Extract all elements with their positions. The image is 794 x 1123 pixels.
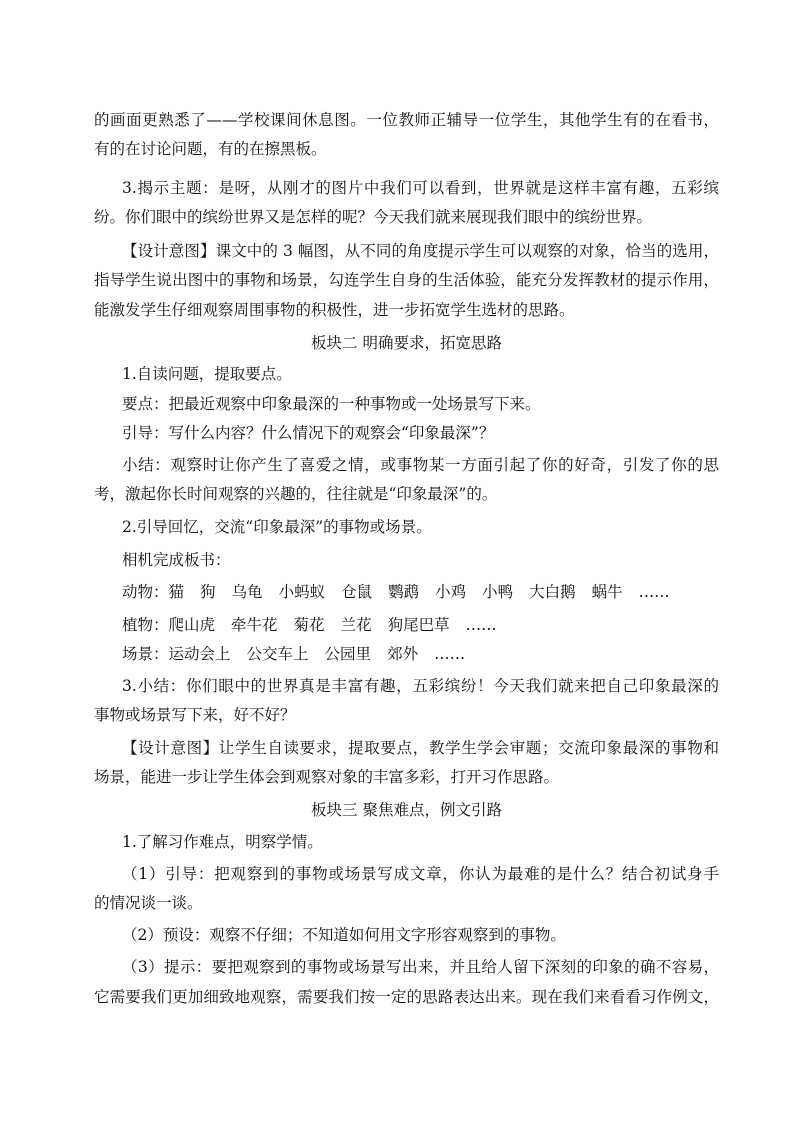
board-item: 公园里: [324, 645, 372, 663]
text-line: 纷。你们眼中的缤纷世界又是怎样的呢？今天我们就来展现我们眼中的缤纷世界。: [94, 208, 653, 226]
text-line: 2.引导回忆，交流“印象最深”的事物或场景。: [122, 518, 432, 536]
board-item: 仓鼠: [341, 583, 373, 601]
board-category-label: 植物：: [122, 616, 169, 634]
board-item: 大白鹅: [529, 583, 576, 601]
board-item: ……: [434, 645, 466, 663]
section-heading: 板块三 聚焦难点，例文引路: [311, 801, 502, 819]
text-line: 1.自读问题，提取要点。: [122, 365, 292, 383]
text-line: 1.了解习作难点，明察学情。: [122, 833, 323, 851]
board-item: 小蚂蚁: [278, 583, 326, 601]
board-item: 爬山虎: [168, 616, 216, 634]
board-item: 蜗牛: [591, 583, 623, 601]
board-item: 小鸡: [435, 583, 467, 601]
text-line: 3.小结：你们眼中的世界真是丰富有趣，五彩缤纷！今天我们就来把自己印象最深的: [122, 677, 719, 695]
text-line: 要点：把最近观察中印象最深的一种事物或一处场景写下来。: [122, 395, 541, 413]
text-line: 能激发学生仔细观察周围事物的积极性，进一步拓宽学生选材的思路。: [94, 301, 575, 319]
text-line: 它需要我们更加细致地观察，需要我们按一定的思路表达出来。现在我们来看看习作例文，: [94, 988, 719, 1006]
text-line: 的画面更熟悉了——学校课间休息图。一位教师正辅导一位学生，其他学生有的在看书，: [94, 111, 719, 129]
board-item: 狗: [200, 583, 216, 601]
text-line: 指导学生说出图中的事物和场景，勾连学生自身的生活体验，能充分发挥教材的提示作用，: [94, 271, 719, 289]
text-line: 事物或场景写下来，好不好？: [94, 706, 296, 724]
board-item: 菊花: [293, 616, 325, 634]
text-line: （2）预设：观察不仔细；不知道如何用文字形容观察到的事物。: [122, 926, 566, 944]
board-item: 郊外: [387, 645, 419, 663]
board-item: ……: [638, 583, 670, 601]
text-line: （3）提示：要把观察到的事物或场景写出来，并且给人留下深刻的印象的确不容易，: [122, 958, 719, 976]
board-category-label: 场景：: [122, 645, 169, 663]
board-item: 牵牛花: [231, 616, 278, 634]
board-item: 兰花: [340, 616, 372, 634]
text-line: 相机完成板书：: [122, 551, 231, 569]
section-heading: 板块二 明确要求，拓宽思路: [311, 334, 502, 352]
text-line: （1）引导：把观察到的事物或场景写成文章，你认为最难的是什么？结合初试身手: [122, 865, 719, 883]
board-row: [122, 615, 513, 635]
board-item: 狗尾巴草: [387, 616, 450, 634]
board-item: 鹦鹉: [388, 583, 420, 601]
board-item: ……: [465, 616, 497, 634]
text-line: 【设计意图】让学生自读要求，提取要点，教学生学会审题；交流印象最深的事物和: [122, 739, 719, 757]
text-line: 3.揭示主题：是呀，从刚才的图片中我们可以看到，世界就是这样丰富有趣，五彩缤: [122, 179, 719, 197]
text-line: 考，激起你长时间观察的兴趣的，往往就是“印象最深”的。: [94, 485, 498, 503]
board-item: 运动会上: [168, 645, 231, 663]
text-line: 引导：写什么内容？什么情况下的观察会“印象最深”？: [122, 424, 495, 442]
text-line: 小结：观察时让你产生了喜爱之情，或事物某一方面引起了你的好奇，引发了你的思: [122, 456, 719, 474]
board-item: 小鸭: [482, 583, 514, 601]
text-line: 有的在讨论问题，有的在擦黑板。: [94, 140, 327, 158]
board-item: 乌龟: [231, 583, 263, 601]
board-row: [122, 644, 481, 664]
text-line: 【设计意图】课文中的 3 幅图，从不同的角度提示学生可以观察的对象，恰当的选用，: [122, 242, 719, 260]
board-category-label: 动物：: [122, 583, 169, 601]
board-item: 公交车上: [246, 645, 309, 663]
board-item: 猫: [168, 583, 185, 601]
text-line: 的情况谈一谈。: [94, 894, 203, 912]
board-row: [122, 582, 686, 602]
text-line: 场景，能进一步让学生体会到观察对象的丰富多彩，打开习作思路。: [94, 768, 560, 786]
